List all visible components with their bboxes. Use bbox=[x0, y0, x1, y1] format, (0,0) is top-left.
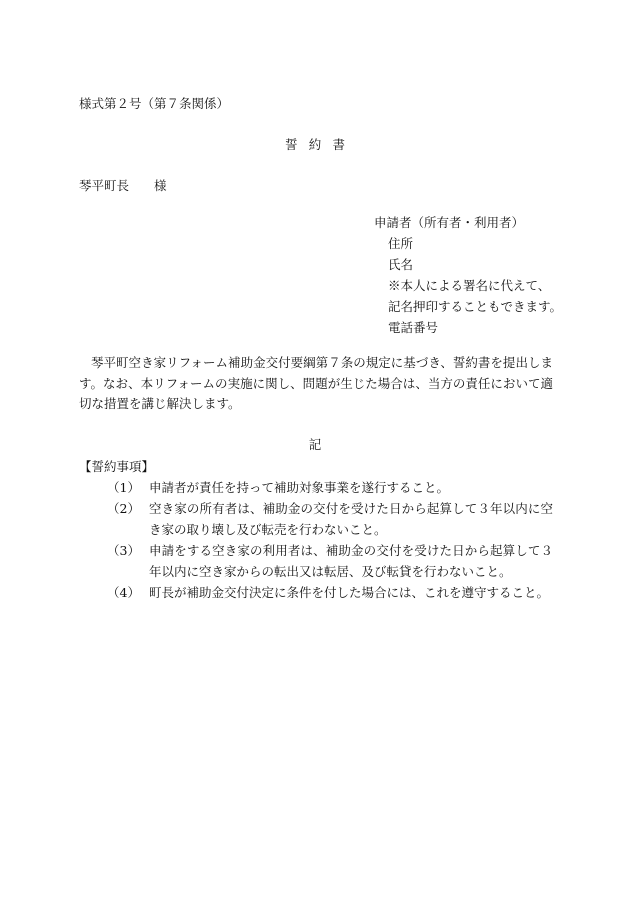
form-number-label: 様式第２号（第７条関係） bbox=[79, 96, 230, 111]
pledge-item-number: （2） bbox=[107, 501, 140, 516]
pledge-item bbox=[79, 498, 553, 540]
pledge-item bbox=[79, 582, 553, 603]
address-label: 住所 bbox=[388, 236, 414, 251]
pledge-item-text: 申請をする空き家の利用者は、補助金の交付を受けた日から起算して３年以内に空き家からの転出又は転居、及び転貸を行わないこと。 bbox=[149, 543, 553, 579]
pledge-items-heading: 【誓約事項】 bbox=[79, 459, 155, 474]
pledge-item-text: 申請者が責任を持って補助対象事業を遂行すること。 bbox=[149, 480, 450, 495]
name-label: 氏名 bbox=[388, 257, 414, 272]
pledge-item bbox=[79, 477, 553, 498]
ki-heading: 記 bbox=[308, 437, 322, 452]
pledge-item-number: （3） bbox=[107, 543, 140, 558]
addressee: 琴平町長 様 bbox=[79, 178, 167, 193]
applicant-block bbox=[374, 213, 562, 339]
signature-note-line1: ※本人による署名に代えて、 bbox=[388, 278, 551, 293]
pledge-item-text: 町長が補助金交付決定に条件を付した場合には、これを遵守すること。 bbox=[149, 585, 550, 600]
pledge-item-text: 空き家の所有者は、補助金の交付を受けた日から起算して３年以内に空き家の取り壊し及び転売を行わないこと。 bbox=[149, 501, 553, 537]
phone-label: 電話番号 bbox=[388, 320, 439, 335]
document-title: 誓約書 bbox=[284, 137, 357, 152]
pledge-items-list bbox=[79, 477, 553, 603]
pledge-item bbox=[79, 540, 553, 582]
applicant-heading: 申請者（所有者・利用者） bbox=[374, 215, 525, 230]
pledge-item-number: （4） bbox=[107, 585, 140, 600]
pledge-item-number: （1） bbox=[107, 480, 140, 495]
pledge-body-text: 琴平町空き家リフォーム補助金交付要綱第７条の規定に基づき、誓約書を提出します。なお、本リフォームの実施に関し、問題が生じた場合は、当方の責任において適切な措置を講じ解決します。 bbox=[79, 355, 553, 411]
signature-note-line2: 記名押印することもできます。 bbox=[388, 299, 563, 314]
